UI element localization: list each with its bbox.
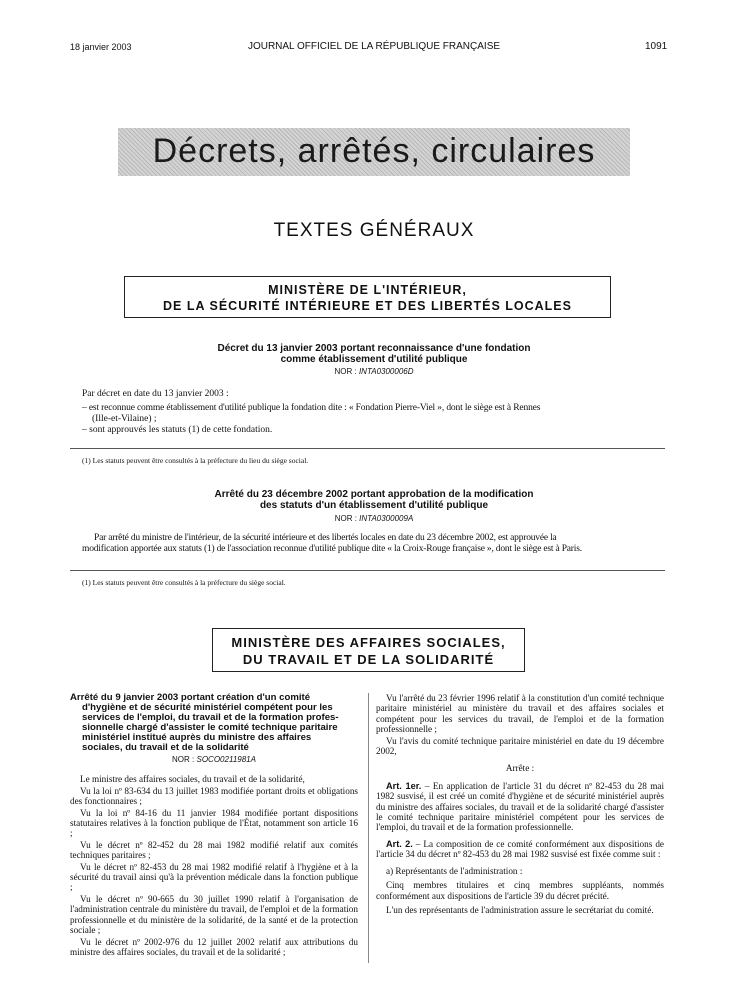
visa-paragraph: Vu le décret nº 90-665 du 30 juillet 1990 relatif à l'organisation de l'administration centrale du ministère du travail, de l'emploi et de la formation professionnelle et du ministère de la solidarité, de la santé et de la protection sociale ; bbox=[70, 893, 358, 936]
visa-paragraph: Vu l'avis du comité technique paritaire ministériel en date du 19 décembre 2002, bbox=[376, 735, 664, 757]
decree-1-item-1: – est reconnue comme établissement d'utilité publique la fondation dite : « Fondation Pierre-Viel », dont le siège est à Rennes bbox=[82, 403, 541, 413]
footnote-divider bbox=[70, 448, 665, 449]
decree-3-left-column bbox=[70, 693, 358, 958]
decree-3-secretary: L'un des représentants de l'administration assure le secrétariat du comité. bbox=[386, 904, 654, 915]
visa-paragraph: Vu le décret nº 82-452 du 28 mai 1982 modifié relatif aux comités techniques paritaires ; bbox=[70, 839, 358, 861]
decree-2-line-1: Par arrêté du ministre de l'intérieur, de la sécurité intérieure et des libertés locales en date du 23 décembre 2002, est approuvée la bbox=[94, 533, 557, 543]
decree-3-title-line: d'hygiène et de sécurité ministériel compétent pour les bbox=[82, 702, 333, 713]
ministry-line-1: MINISTÈRE DES AFFAIRES SOCIALES, bbox=[231, 635, 506, 650]
decree-1-footnote: (1) Les statuts peuvent être consultés à la préfecture du lieu du siège social. bbox=[82, 456, 309, 465]
decree-3-title-line: sociales, du travail et de la solidarité bbox=[82, 742, 249, 753]
decree-3-title-line: services de l'emploi, du travail et de la formation profes- bbox=[82, 712, 339, 723]
ministry-box-social-affairs bbox=[212, 628, 525, 672]
decree-3-article-1 bbox=[376, 781, 664, 833]
visa-paragraph: Vu la loi nº 83-634 du 13 juillet 1983 modifiée portant droits et obligations des fonctionnaires ; bbox=[70, 785, 358, 807]
decree-3-right-column bbox=[376, 693, 664, 916]
decree-1-item-1-cont: (Ille-et-Vilaine) ; bbox=[92, 414, 157, 424]
ministry-line-1: MINISTÈRE DE L'INTÉRIEUR, bbox=[268, 283, 467, 297]
decree-1-title-line-1: Décret du 13 janvier 2003 portant reconnaissance d'une fondation bbox=[217, 343, 531, 354]
decree-3-title bbox=[70, 693, 358, 753]
decree-3-title-line: sionnelle chargé d'assister le comité technique paritaire bbox=[82, 722, 338, 733]
nor-label: NOR : bbox=[334, 367, 357, 376]
banner-title: Décrets, arrêtés, circulaires bbox=[152, 132, 596, 170]
header-page-number: 1091 bbox=[645, 41, 668, 52]
decree-3-arrete: Arrête : bbox=[505, 763, 535, 774]
decree-1-title bbox=[0, 343, 748, 365]
footnote-divider bbox=[70, 570, 665, 571]
column-divider bbox=[368, 693, 369, 963]
decree-3-article-2 bbox=[376, 839, 664, 860]
decree-3-visas bbox=[70, 774, 358, 957]
nor-label: NOR : bbox=[172, 755, 195, 764]
article-1-label: Art. 1er. bbox=[386, 780, 422, 791]
decree-2-line-2: modification apportée aux statuts (1) de l'association reconnue d'utilité publique dite « la Croix-Rouge française », dont le siège est à Paris. bbox=[82, 544, 582, 554]
decree-3-visas-cont bbox=[376, 693, 664, 756]
decree-3-nor bbox=[70, 755, 358, 765]
decree-1-intro: Par décret en date du 13 janvier 2003 : bbox=[82, 389, 229, 399]
nor-code: INTA0300009A bbox=[359, 514, 414, 523]
visa-paragraph: Vu le décret nº 2002-976 du 12 juillet 2002 relatif aux attributions du ministre des affaires sociales, du travail et de la solidarité ; bbox=[70, 936, 358, 957]
decree-1-nor bbox=[0, 367, 748, 376]
decree-2-footnote: (1) Les statuts peuvent être consultés à la préfecture du siège social. bbox=[82, 578, 286, 587]
ministry-line-2: DU TRAVAIL ET DE LA SOLIDARITÉ bbox=[242, 652, 495, 667]
ministry-box-interior bbox=[124, 276, 611, 318]
decree-2-title-line-1: Arrêté du 23 décembre 2002 portant approbation de la modification bbox=[214, 489, 534, 500]
header-journal: JOURNAL OFFICIEL DE LA RÉPUBLIQUE FRANÇAISE bbox=[247, 41, 501, 52]
decree-1-body bbox=[82, 389, 666, 436]
decree-1-title-line-2: comme établissement d'utilité publique bbox=[280, 354, 468, 365]
decree-3-subsection-a: a) Représentants de l'administration : bbox=[386, 865, 523, 876]
decree-2-title bbox=[0, 489, 748, 511]
visa-paragraph: Vu l'arrêté du 23 février 1996 relatif à la constitution d'un comité technique paritaire ministériel au ministère du travail et des affaires sociales et compétent pour les services du travail, de l'emploi et de la formation professionnelle ; bbox=[376, 693, 664, 735]
ministry-line-2: DE LA SÉCURITÉ INTÉRIEURE ET DES LIBERTÉS LOCALES bbox=[163, 299, 572, 313]
decree-2-nor bbox=[0, 514, 748, 523]
banner bbox=[118, 128, 630, 176]
nor-code: INTA0300006D bbox=[358, 367, 414, 376]
nor-code: SOCO0211981A bbox=[196, 755, 256, 764]
decree-1-item-2: – sont approuvés les statuts (1) de cette fondation. bbox=[82, 425, 273, 435]
header-date: 18 janvier 2003 bbox=[70, 42, 132, 52]
nor-label: NOR : bbox=[334, 514, 357, 523]
visa-paragraph: Le ministre des affaires sociales, du travail et de la solidarité, bbox=[80, 774, 305, 785]
visa-paragraph: Vu la loi nº 84-16 du 11 janvier 1984 modifiée portant dispositions statutaires relatives à la fonction publique de l'État, notamment son article 16 ; bbox=[70, 807, 358, 839]
decree-3-title-line: ministériel institué auprès du ministre des affaires bbox=[82, 732, 312, 743]
decree-3-title-line: Arrêté du 9 janvier 2003 portant création d'un comité bbox=[70, 692, 311, 703]
decree-3-members: Cinq membres titulaires et cinq membres suppléants, nommés conformément aux dispositions de l'article 39 du décret précité. bbox=[376, 880, 664, 901]
visa-paragraph: Vu le décret nº 82-453 du 28 mai 1982 modifié relatif à l'hygiène et à la sécurité du travail ainsi qu'à la prévention médicale dans la fonction publique ; bbox=[70, 861, 358, 893]
article-1-text: – En application de l'article 31 du décret nº 82-453 du 28 mai 1982 susvisé, il est créé un comité d'hygiène et de sécurité ministériel auprès du ministre des affaires sociales, du travail et de la solidarité chargé d'assister le comité technique paritaire ministériel compétent pour les services de l'emploi, du travail et de la formation professionnelle. bbox=[376, 780, 665, 833]
section-title: TEXTES GÉNÉRAUX bbox=[273, 220, 475, 241]
decree-2-body bbox=[82, 533, 666, 555]
article-2-label: Art. 2. bbox=[386, 838, 413, 849]
article-2-text: – La composition de ce comité conformément aux dispositions de l'article 34 du décret nº 82-453 du 28 mai 1982 susvisé est fixée comme suit : bbox=[376, 838, 665, 860]
decree-2-title-line-2: des statuts d'un établissement d'utilité publique bbox=[259, 500, 489, 511]
